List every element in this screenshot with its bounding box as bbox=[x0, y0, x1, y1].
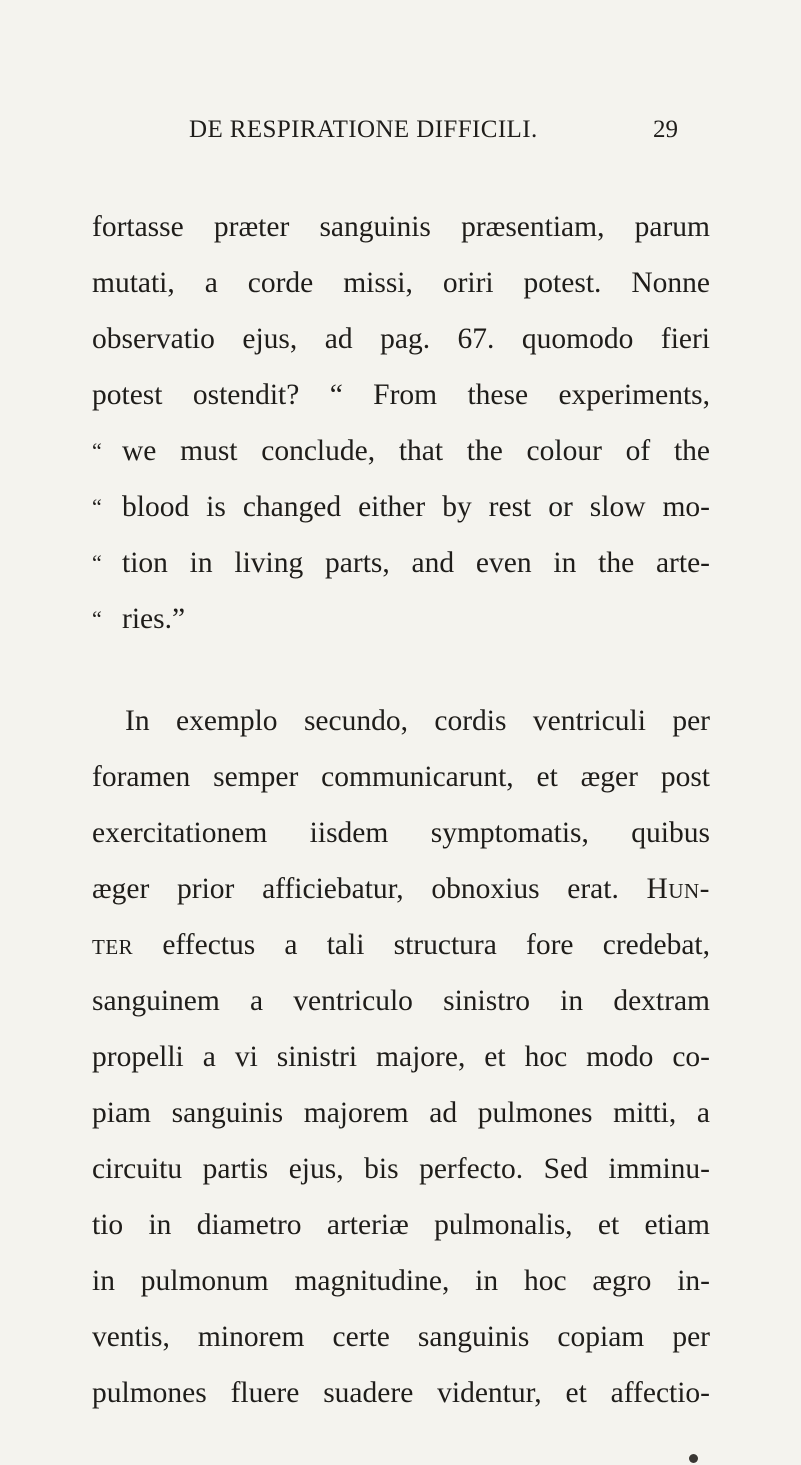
text-line: tio in diametro arteriæ pulmonalis, et etiam bbox=[92, 1209, 710, 1241]
text-line: In exemplo secundo, cordis ventriculi per bbox=[125, 705, 710, 737]
quote-mark: “ bbox=[92, 494, 102, 519]
text-line: potest ostendit? “ From these experiments, bbox=[92, 379, 710, 411]
running-title: DE RESPIRATIONE DIFFICILI. bbox=[189, 116, 538, 143]
quote-mark: “ bbox=[92, 550, 102, 575]
text-segment: æger prior afficiebatur, obnoxius erat. bbox=[92, 873, 619, 905]
quoted-text: blood is changed either by rest or slow mo- bbox=[122, 491, 710, 523]
author-name: ter bbox=[92, 929, 134, 961]
page-number: 29 bbox=[653, 116, 678, 143]
text-line: pulmones fluere suadere videntur, et affectio- bbox=[92, 1377, 710, 1409]
text-line: fortasse præter sanguinis præsentiam, parum bbox=[92, 211, 710, 243]
ink-speck bbox=[689, 1454, 698, 1463]
running-head bbox=[0, 116, 801, 156]
text-line: foramen semper communicarunt, et æger post bbox=[92, 761, 710, 793]
text-line: circuitu partis ejus, bis perfecto. Sed imminu- bbox=[92, 1153, 710, 1185]
text-segment: effectus a tali structura fore credebat, bbox=[162, 929, 710, 961]
quoted-text: we must conclude, that the colour of the bbox=[122, 435, 710, 467]
text-line: piam sanguinis majorem ad pulmones mitti, a bbox=[92, 1097, 710, 1129]
text-line: observatio ejus, ad pag. 67. quomodo fieri bbox=[92, 323, 710, 355]
text-line: in pulmonum magnitudine, in hoc ægro in- bbox=[92, 1265, 710, 1297]
quoted-line bbox=[92, 482, 710, 532]
text-line: exercitationem iisdem symptomatis, quibus bbox=[92, 817, 710, 849]
author-name: Hun- bbox=[646, 873, 710, 905]
text-line: propelli a vi sinistri majore, et hoc modo co- bbox=[92, 1041, 710, 1073]
text-line: ventis, minorem certe sanguinis copiam per bbox=[92, 1321, 710, 1353]
quoted-line bbox=[92, 594, 710, 644]
text-line bbox=[92, 864, 710, 914]
quoted-line bbox=[92, 538, 710, 588]
text-line: mutati, a corde missi, oriri potest. Nonne bbox=[92, 267, 710, 299]
quoted-text: ries.” bbox=[122, 603, 186, 635]
quoted-text: tion in living parts, and even in the arte- bbox=[122, 547, 710, 579]
quote-mark: “ bbox=[92, 606, 102, 631]
text-line bbox=[92, 920, 710, 970]
text-line: sanguinem a ventriculo sinistro in dextram bbox=[92, 985, 710, 1017]
quote-mark: “ bbox=[92, 438, 102, 463]
quoted-line bbox=[92, 426, 710, 476]
